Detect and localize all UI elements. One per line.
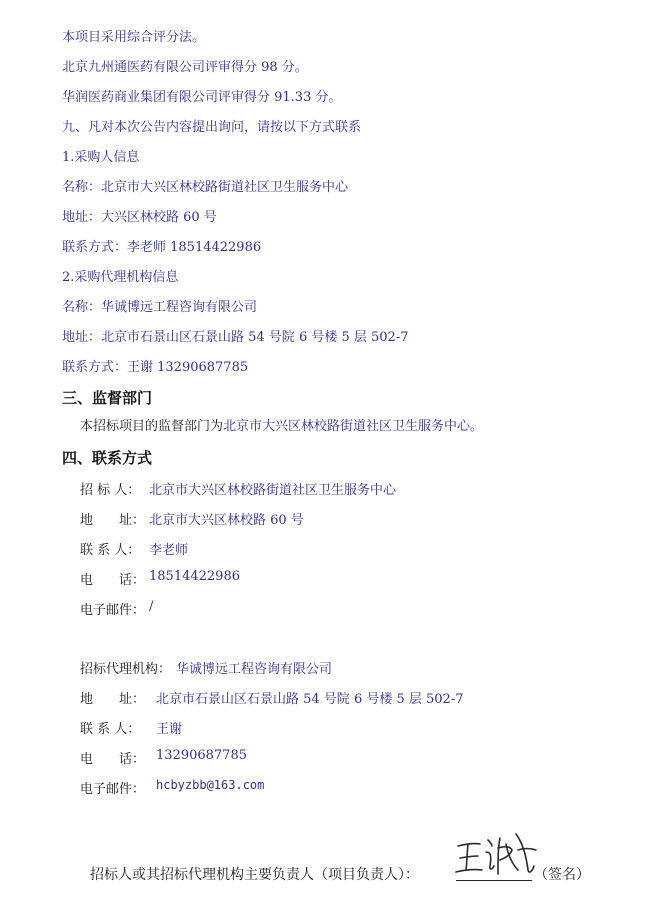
agent-address: 地址：北京市石景山区石景山路 54 号院 6 号楼 5 层 502-7: [62, 330, 409, 345]
tenderer-person-label: 联 系 人：: [80, 543, 141, 558]
tenderer-email-label: 电子邮件：: [80, 603, 146, 618]
tenderer-address: 北京市大兴区林校路 60 号: [149, 513, 304, 528]
agent-address-label: 地 址：: [80, 692, 146, 707]
buyer-contact: 联系方式：李老师 18514422986: [62, 240, 262, 255]
agent-phone: 13290687785: [156, 748, 247, 763]
method-text: 本项目采用综合评分法。: [62, 30, 206, 45]
tenderer-phone-label: 电 话：: [80, 573, 146, 588]
agent-address-value: 北京市石景山区石景山路 54 号院 6 号楼 5 层 502-7: [156, 692, 464, 707]
section4-heading: 四、联系方式: [62, 449, 153, 467]
buyer-name: 名称：北京市大兴区林校路街道社区卫生服务中心: [62, 180, 349, 195]
tenderer-unit: 北京市大兴区林校路街道社区卫生服务中心: [149, 483, 397, 498]
tenderer-unit-label: 招 标 人：: [80, 483, 141, 498]
supervision-text: [80, 418, 483, 436]
supervision-org: 北京市大兴区林校路街道社区卫生服务中心。: [223, 419, 484, 434]
agent-person: 王谢: [156, 722, 183, 737]
inquiry-heading: 九、凡对本次公告内容提出询问，请按以下方式联系: [62, 120, 362, 135]
signature-label: 招标人或其招标代理机构主要负责人（项目负责人）：: [90, 867, 419, 883]
section3-heading: 三、监督部门: [62, 389, 153, 407]
agent-phone-label: 电 话：: [80, 752, 146, 767]
agent-info-title: 2.采购代理机构信息: [62, 270, 179, 285]
agent-person-label: 联 系 人：: [80, 722, 141, 737]
tenderer-phone: 18514422986: [149, 569, 240, 584]
tenderer-person: 李老师: [149, 543, 189, 558]
tenderer-email: /: [149, 599, 154, 614]
agent-email-label: 电子邮件：: [80, 782, 146, 797]
agent-unit: 华诚博远工程咨询有限公司: [176, 662, 333, 677]
buyer-address: 地址：大兴区林校路 60 号: [62, 210, 217, 225]
score-line-2: 华润医药商业集团有限公司评审得分 91.33 分。: [62, 90, 342, 105]
agent-unit-label: 招标代理机构：: [80, 662, 172, 677]
score-line-1: 北京九州通医药有限公司评审得分 98 分。: [62, 60, 308, 75]
tenderer-address-label: 地 址：: [80, 513, 146, 528]
supervision-prefix: 本招标项目的监督部门为: [80, 419, 224, 434]
signature-suffix: （签名）: [534, 867, 590, 883]
handwritten-signature: [452, 826, 542, 882]
signature-underline: [456, 880, 532, 881]
buyer-info-title: 1.采购人信息: [62, 150, 140, 165]
agent-email: hcbyzbb@163.com: [156, 778, 265, 792]
agent-contact: 联系方式：王谢 13290687785: [62, 360, 249, 375]
agent-name: 名称：华诚博远工程咨询有限公司: [62, 300, 258, 315]
